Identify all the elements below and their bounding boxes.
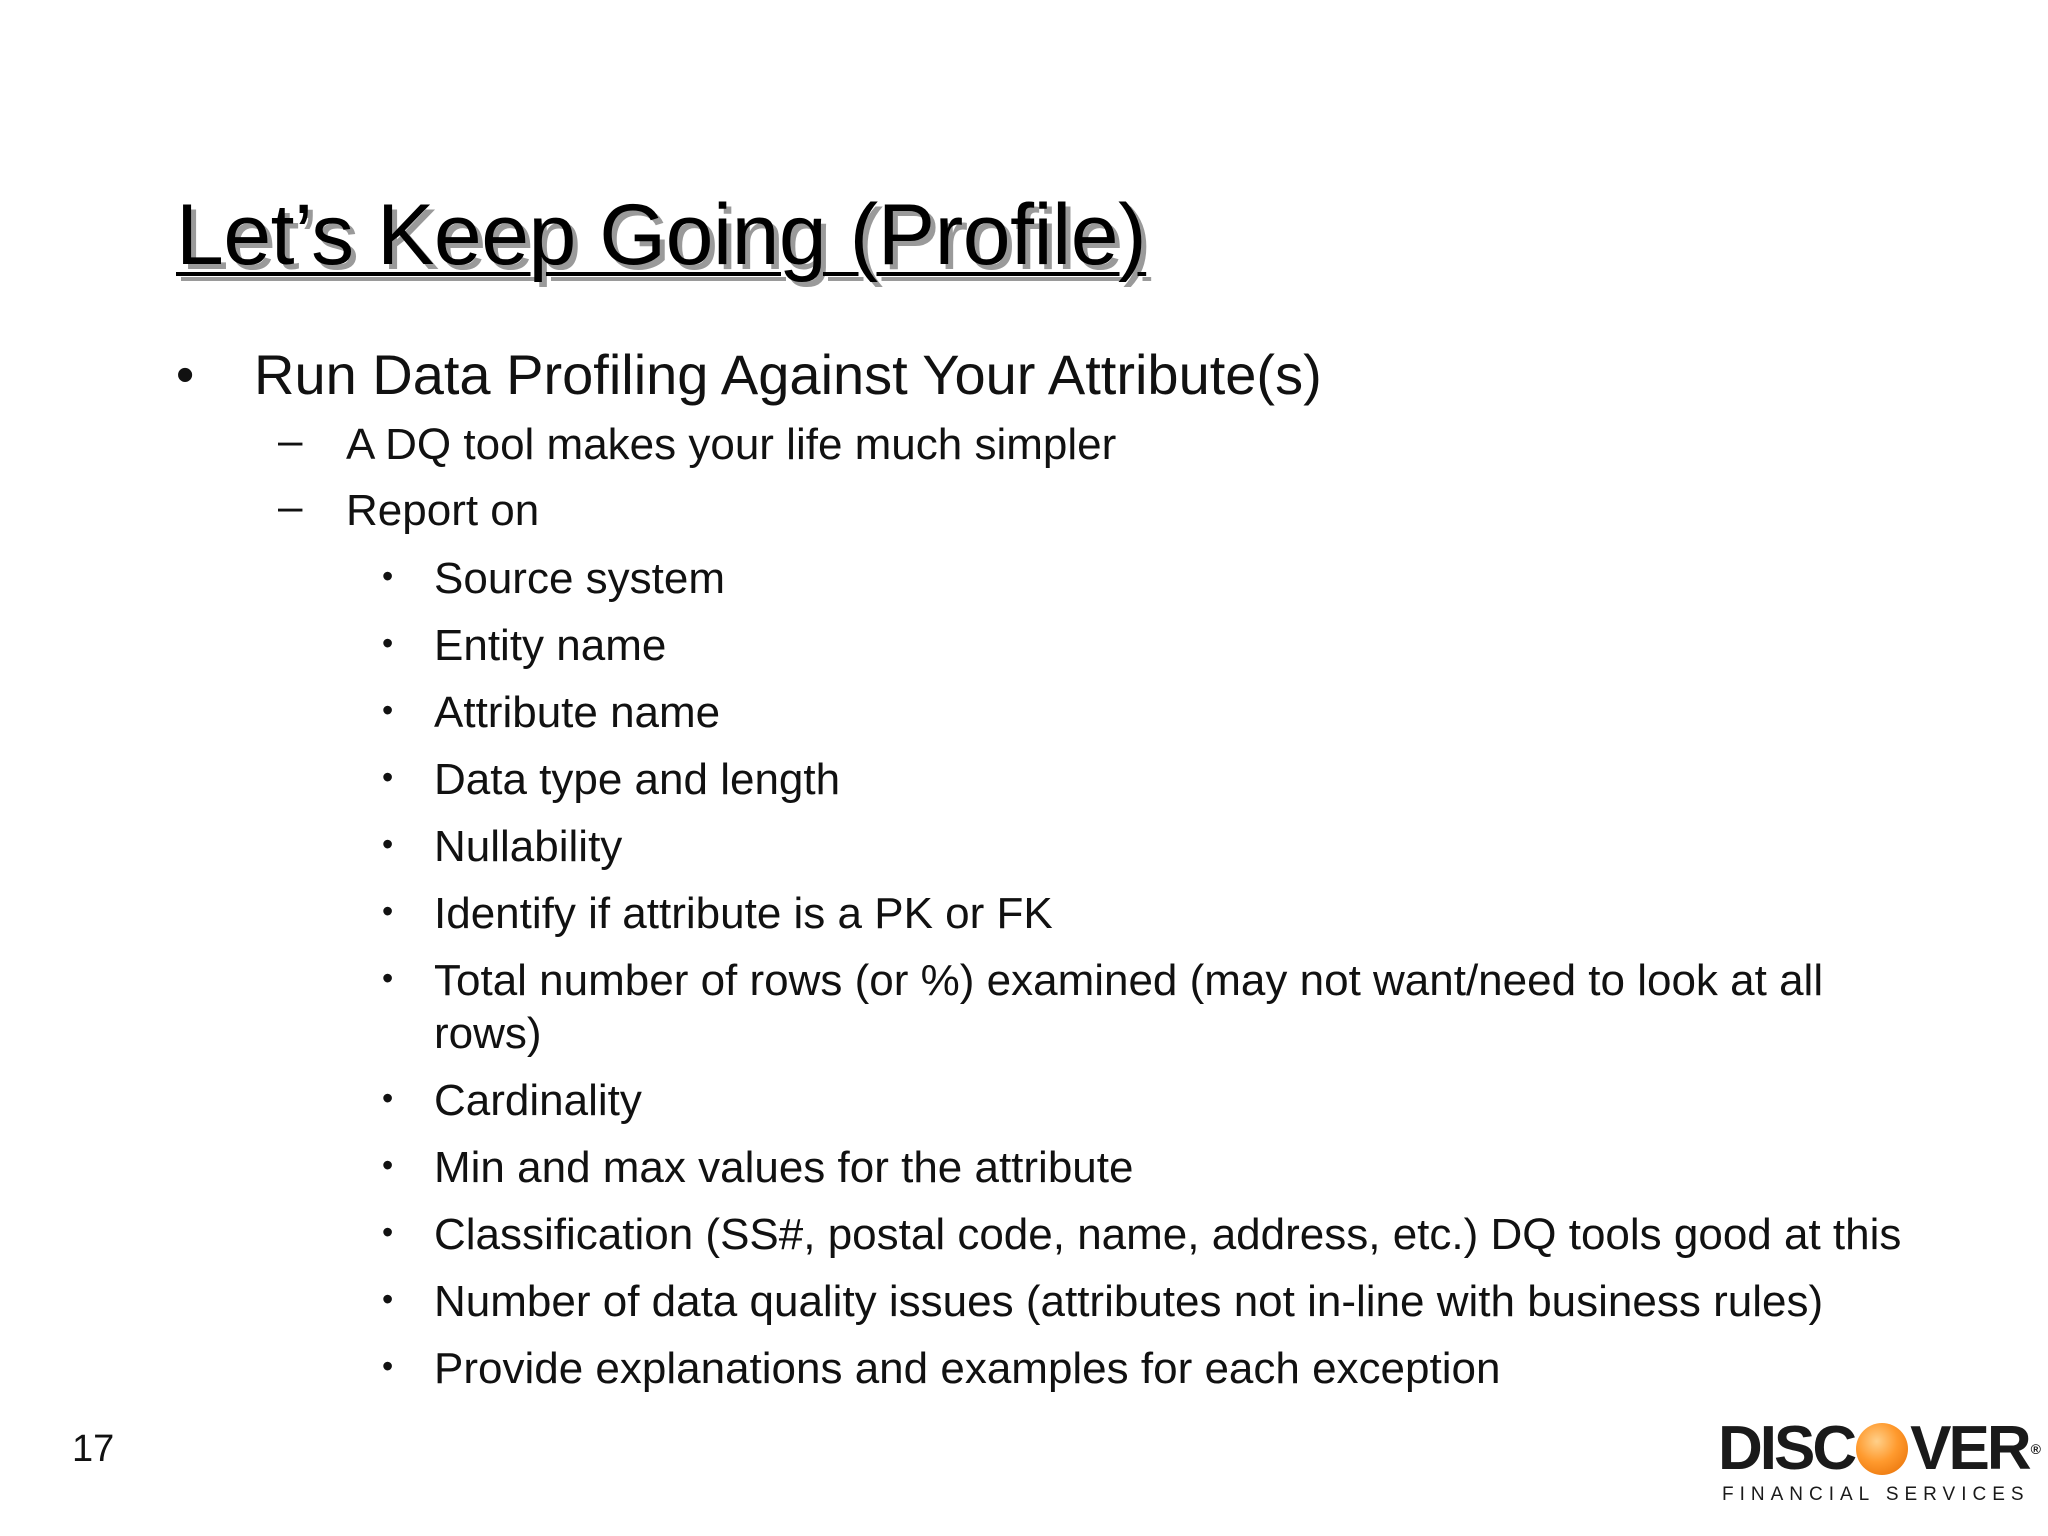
bullet-icon: • (382, 692, 394, 728)
report-item-text: Attribute name (434, 688, 721, 737)
report-item (176, 954, 1916, 1060)
bullet-icon: • (176, 346, 195, 404)
bullet-level1 (176, 340, 1916, 410)
report-item-text: Source system (434, 554, 725, 603)
report-item (176, 1141, 1916, 1194)
slide-title: Let’s Keep Going (Profile) (176, 187, 1147, 283)
logo-wordmark (1718, 1414, 2041, 1483)
report-item-text: Nullability (434, 822, 623, 871)
bullet-icon: • (382, 1147, 394, 1183)
report-item (176, 753, 1916, 806)
bullet-level2 (176, 412, 1916, 478)
report-item (176, 887, 1916, 940)
report-item-text: Data type and length (434, 755, 841, 804)
report-item-text: Total number of rows (or %) examined (may not want/need to look at all rows) (434, 956, 1824, 1058)
bullet-icon: • (382, 1214, 394, 1250)
bullet-icon: • (382, 960, 394, 996)
logo-word-part1: DISC (1718, 1414, 1855, 1483)
logo-orange-circle-icon (1856, 1423, 1908, 1475)
report-item-text: Min and max values for the attribute (434, 1143, 1134, 1192)
logo-subtitle: FINANCIAL SERVICES (1722, 1484, 2030, 1505)
bullet-icon: • (382, 625, 394, 661)
report-item-text: Provide explanations and examples for each exception (434, 1344, 1501, 1393)
report-item-text: Number of data quality issues (attributes not in-line with business rules) (434, 1277, 1824, 1326)
bullet-icon: • (382, 1080, 394, 1116)
bullet-icon: • (382, 558, 394, 594)
report-item (176, 1074, 1916, 1127)
report-item (176, 619, 1916, 672)
dash-icon: – (278, 482, 303, 531)
dash-icon: – (278, 416, 303, 465)
bullet-icon: • (382, 1348, 394, 1384)
report-item-text: Identify if attribute is a PK or FK (434, 889, 1053, 938)
bullet-icon: • (382, 759, 394, 795)
registered-mark: ® (2030, 1441, 2041, 1457)
report-item (176, 552, 1916, 605)
report-item (176, 686, 1916, 739)
bullet-level2-text: Report on (346, 486, 540, 535)
bullet-icon: • (382, 1281, 394, 1317)
bullet-level1-text: Run Data Profiling Against Your Attribute(s) (254, 343, 1322, 406)
report-item (176, 1275, 1916, 1328)
report-item (176, 1208, 1916, 1261)
report-item (176, 1342, 1916, 1395)
logo-word-part2: VER (1910, 1414, 2029, 1483)
report-item-text: Cardinality (434, 1076, 642, 1125)
bullet-level2-text: A DQ tool makes your life much simpler (346, 420, 1117, 469)
bullet-icon: • (382, 826, 394, 862)
bullet-icon: • (382, 893, 394, 929)
report-items-list (176, 552, 1916, 1395)
bullet-level2 (176, 478, 1916, 544)
slide-content (176, 340, 1916, 1409)
report-item-text: Classification (SS#, postal code, name, address, etc.) DQ tools good at this (434, 1210, 1902, 1259)
report-item-text: Entity name (434, 621, 667, 670)
page-number: 17 (72, 1428, 115, 1470)
discover-logo (1718, 1414, 2041, 1508)
report-item (176, 820, 1916, 873)
